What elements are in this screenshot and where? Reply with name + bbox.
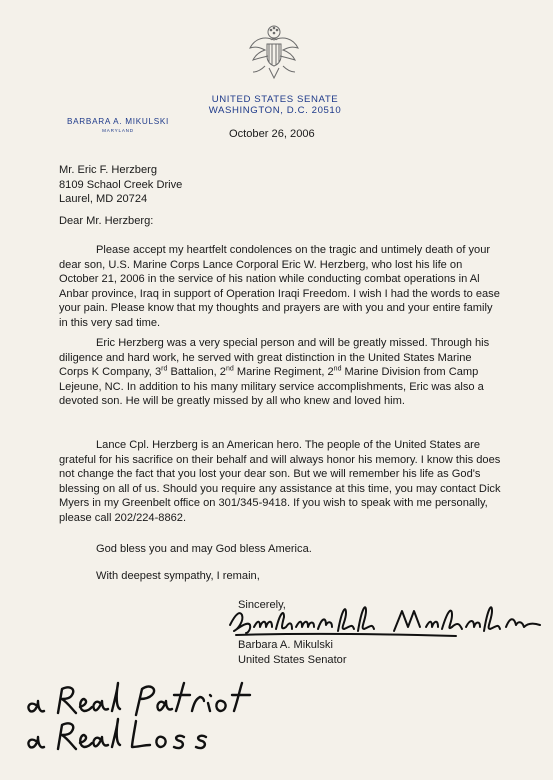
- letter-date: October 26, 2006: [229, 128, 315, 140]
- paragraph-service-part-c: Marine Regiment, 2: [233, 366, 334, 379]
- paragraph-sympathy: With deepest sympathy, I remain,: [96, 570, 260, 582]
- sender-name: BARBARA A. MIKULSKI: [66, 117, 170, 126]
- signer-block: [238, 638, 347, 667]
- paragraph-service-part-a: Eric Herzberg was a very special person and will be greatly missed. Through his diligence and hard work, he served with great distinction in the United States Marine Corps K Company, 3: [59, 337, 490, 379]
- closing: Sincerely,: [238, 599, 286, 611]
- institution-address: WASHINGTON, D.C. 20510: [208, 105, 342, 116]
- signer-title: United States Senator: [238, 653, 347, 666]
- ordinal-suffix: nd: [225, 365, 234, 373]
- recipient-street: 8109 Schaol Creek Drive: [59, 178, 183, 191]
- sender-block: [58, 117, 178, 133]
- paragraph-hero: Lance Cpl. Herzberg is an American hero. The people of the United States are grateful for his sacrifice on their behalf and will always honor his memory. I know this does not change the fact that you lost your dear son. But we will remember his life as God's blessing on all of us. Should you require any assistance at this time, you may contact Dick Myers in my Greenbelt office on 301/345-9418. If you wish to speak with me personally, please call 202/224-8862.: [59, 439, 501, 524]
- paragraph-blessing: God bless you and may God bless America.: [96, 543, 312, 555]
- ordinal-suffix: rd: [161, 365, 168, 373]
- recipient-name: Mr. Eric F. Herzberg: [59, 164, 158, 176]
- ordinal-suffix: nd: [333, 365, 342, 373]
- paragraph-condolences: Please accept my heartfelt condolences on the tragic and untimely death of your dear son, U.S. Marine Corps Lance Corporal Eric W. Herzberg, who lost his life on October 21, 2006 in the service of his nation while conducting combat operations in Al Anbar province, Iraq in support of Operation Iraqi Freedom. I wish I had the words to ease your pain. Please know that my thoughts and prayers are with you and your entire family in this very sad time.: [59, 244, 500, 329]
- handwritten-signature: [226, 603, 544, 639]
- recipient-city: Laurel, MD 20724: [59, 193, 148, 206]
- institution-name: UNITED STATES SENATE: [211, 94, 339, 105]
- salutation: Dear Mr. Herzberg:: [59, 215, 154, 227]
- eagle-seal-icon: [247, 22, 301, 82]
- paragraph-service: [59, 336, 501, 409]
- recipient-address: [59, 163, 182, 207]
- paragraph-service-part-d: Marine Division from Camp Lejeune, NC. In addition to his many military service accomplishments, Eric was also a devoted son. He will be greatly missed by all who knew and loved him.: [59, 366, 484, 408]
- paragraph-service-part-b: Battalion, 2: [167, 366, 226, 379]
- signer-name: Barbara A. Mikulski: [238, 639, 333, 651]
- handwritten-note: [24, 675, 284, 755]
- letterhead: [200, 94, 350, 116]
- sender-state: MARYLAND: [102, 128, 134, 133]
